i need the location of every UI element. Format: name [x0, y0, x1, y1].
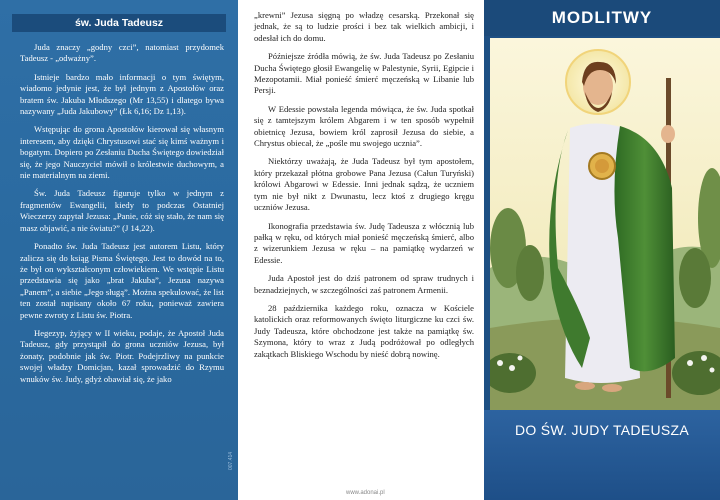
section-title: św. Juda Tadeusz	[12, 14, 226, 32]
cover-footer	[484, 410, 720, 500]
foot	[602, 384, 622, 392]
paragraph: Ikonografia przedstawia św. Judę Tadeusza z włócznią lub pałką w ręku, od których miał ponieść męczeńską śmierć, albo z wizerunkiem Jezusa w ręku – na pamiątkę wydarzeń w Edessie.	[254, 220, 474, 265]
tree	[516, 245, 544, 301]
paragraph: Niektórzy uważają, że Juda Tadeusz był tym apostołem, który przekazał płótna grobowe Pana Jezusa (Całun Turyński) królowi Abgarowi w Edessie. Inni jednak sądzą, że uczniem tym nie był nikt z Dwunastu, lecz ktoś z drugiego kręgu uczniów Jezusa.	[254, 156, 474, 213]
tree	[679, 248, 711, 308]
paragraph: Św. Juda Tadeusz figuruje tylko w jednym z fragmentów Ewangelii, kiedy to podczas Ostatniej Wieczerzy zapytał Jezusa: „Panie, cóż się stało, że nam się masz objawić, a nie światu?” (J 14,22).	[20, 188, 224, 233]
left-panel	[0, 0, 238, 500]
hand	[661, 125, 675, 143]
paragraph: Istnieje bardzo mało informacji o tym świętym, wiadomo jedynie jest, że był jednym z Apostołów oraz bratem św. Jakuba Młodszego (Mr 13,55) i dlatego bywa nazywany „Juda Jakubowy” (Łk 6,16; Dz 1,13).	[20, 71, 224, 117]
cover-heading: MODLITWY	[484, 0, 720, 36]
paragraph: Późniejsze źródła mówią, że św. Juda Tadeusz po Zesłaniu Ducha Świętego głosił Ewangelię w Palestynie, Syrii, Egipcie i Mezopotamii. Miał ponieść śmierć męczeńską w Libanie lub Persji.	[254, 51, 474, 96]
paragraph: Juda Apostoł jest do dziś patronem od spraw trudnych i beznadziejnych, w szczególności zaś patronem Armenii.	[254, 273, 474, 295]
foot	[575, 382, 595, 390]
print-code: 007.414	[228, 451, 234, 470]
paragraph: Juda znaczy „godny czci”, natomiast przydomek Tadeusz - „odważny”.	[20, 42, 224, 64]
cover-panel	[484, 0, 720, 500]
saint-jude-image	[490, 38, 720, 410]
paragraph: Ponadto św. Juda Tadeusz jest autorem Listu, który zalicza się do ksiąg Pisma Świętego. Jest to dowód na to, że był on wykształconym człowiekiem. We wstępie Listu przedstawia się jako „brat Jakuba”, Jezusa nazywa „Panem”, a siebie „Jego sługą”. Można spekulować, że list ten został napisany około 67 roku, ponieważ zawiera pewne zwroty z Listu św. Piotra.	[20, 241, 224, 320]
left-text	[0, 42, 238, 385]
paragraph: W Edessie powstała legenda mówiąca, że św. Juda spotkał się z tamtejszym królem Abgarem i w ten sposób wypełnił obietnicę Jezusa, bowiem król zaprosił Jezusa do siebie, a Chrystus obiecał, że „pośle mu swojego ucznia”.	[254, 103, 474, 149]
paragraph: Hegezyp, żyjący w II wieku, podaje, że Apostoł Juda Tadeusz, gdy przystąpił do grona uczniów Jezusa, był żonaty, podobnie jak św. Piotr. Podejrzliwy na punkcie swojej władzy Domicjan, kazał sprowadzić do Rzymu wnuków św. Judy, gdyż obawiał się, że jako	[20, 327, 224, 384]
cover-subtitle: DO ŚW. JUDY TADEUSZA	[514, 422, 690, 438]
middle-text	[238, 0, 484, 360]
paragraph: Wstępując do grona Apostołów kierował się własnym interesem, aby dzięki Chrystusowi stać się kimś ważnym i bogatym. Dopiero po Zesłaniu Ducha Świętego dowiedział się, że jego Nauczyciel mówił o królestwie duchowym, a nie materialnym na ziemi.	[20, 124, 224, 181]
website-url: www.adonai.pl	[346, 490, 385, 496]
paragraph: „krewni” Jezusa sięgną po władzę cesarską. Przekonał się jednak, że są to ludzie prości i bez tak wielkich ambicji, i odesłał ich do domu.	[254, 10, 474, 43]
paragraph: 28 października każdego roku, oznacza w Kościele katolickich oraz reformowanych święto liturgiczne ku czci św. Judy Tadeusza, które obchodzone jest także na pamiątkę św. Szymona, który to wraz z Judą podróżował po odległych zakątkach Bliskiego Wschodu by nieść dobrą nowinę.	[254, 302, 474, 359]
middle-panel	[238, 0, 484, 500]
